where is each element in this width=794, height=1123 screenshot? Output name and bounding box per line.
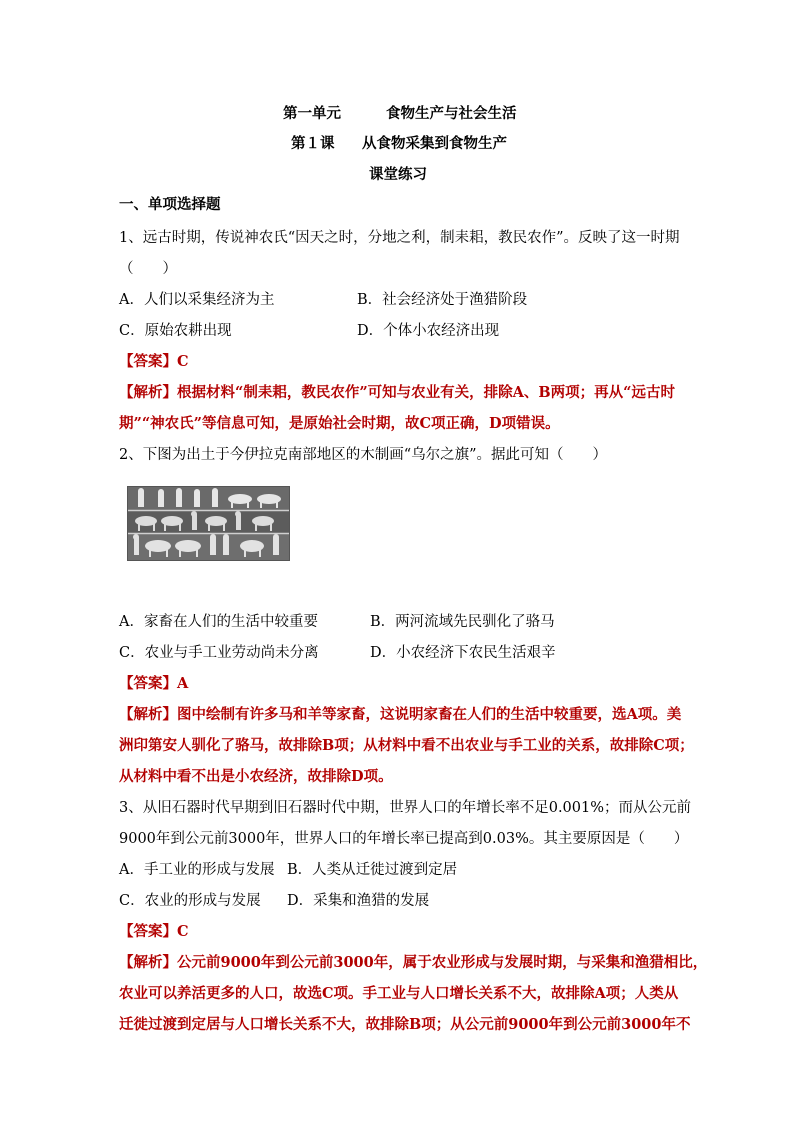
q1-option-a: A．人们以采集经济为主	[119, 292, 275, 308]
q3-analysis-line-1	[119, 953, 707, 973]
q1-analysis-text-1: 根据材料“制耒耜，教民农作”可知与农业有关，排除A、B两项；再从“远古时	[177, 384, 676, 401]
q3-stem-line-2: 9000年到公元前3000年，世界人口的年增长率已提高到0.03%。其主要原因是（ ）	[119, 831, 689, 847]
q2-answer-label: 【答案】	[119, 675, 177, 692]
q3-option-c: C．农业的形成与发展	[119, 893, 261, 909]
q1-option-d: D．个体小农经济出现	[357, 323, 500, 339]
unit-label: 第一单元	[283, 105, 341, 122]
q1-answer	[119, 352, 189, 372]
q2-option-b: B．两河流域先民驯化了骆马	[370, 614, 555, 630]
q2-analysis-label: 【解析】	[119, 706, 177, 723]
q1-answer-label: 【答案】	[119, 353, 177, 370]
q3-analysis-line-2: 农业可以养活更多的人口，故选C项。手工业与人口增长关系不大，故排除A项；人类从	[119, 985, 679, 1002]
unit-title: 食物生产与社会生活	[386, 105, 517, 122]
q3-answer-value: C	[177, 923, 189, 940]
q2-option-a: A．家畜在人们的生活中较重要	[119, 614, 318, 630]
q1-option-b: B．社会经济处于渔猎阶段	[357, 292, 528, 308]
q2-answer-value: A	[177, 675, 189, 692]
q1-stem-line-2: （ ）	[119, 261, 177, 277]
standard-of-ur-illustration	[128, 487, 289, 560]
q3-analysis-label: 【解析】	[119, 954, 177, 971]
q2-analysis-text-1: 图中绘制有许多马和羊等家畜，这说明家畜在人们的生活中较重要，选A项。美	[177, 706, 682, 723]
q2-analysis-line-1	[119, 705, 681, 725]
lesson-label: 第１课	[291, 135, 335, 152]
standard-of-ur-image	[127, 486, 290, 561]
q3-option-d: D．采集和渔猎的发展	[287, 893, 430, 909]
q1-analysis-line-1	[119, 383, 675, 403]
q2-analysis-line-2: 洲印第安人驯化了骆马，故排除B项；从材料中看不出农业与手工业的关系，故排除C项；	[119, 737, 694, 754]
q2-analysis-line-3: 从材料中看不出是小农经济，故排除D项。	[119, 768, 393, 785]
q2-answer	[119, 674, 188, 694]
q1-stem-line-1: 1、远古时期，传说神农氏“因天之时，分地之利，制耒耜，教民农作”。反映了这一时期	[119, 230, 680, 246]
section-title: 一、单项选择题	[119, 196, 221, 213]
q3-answer-label: 【答案】	[119, 923, 177, 940]
q1-option-c: C．原始农耕出现	[119, 323, 232, 339]
q3-stem-line-1: 3、从旧石器时代早期到旧石器时代中期，世界人口的年增长率不足0.001%；而从公元前	[119, 800, 692, 816]
q2-stem-line-1: 2、下图为出土于今伊拉克南部地区的木制画“乌尔之旗”。据此可知（ ）	[119, 447, 608, 463]
lesson-title: 从食物采集到食物生产	[362, 135, 507, 152]
q3-option-b: B．人类从迁徙过渡到定居	[287, 862, 458, 878]
q3-option-a: A．手工业的形成与发展	[119, 862, 275, 878]
q1-answer-value: C	[177, 353, 189, 370]
q3-analysis-text-1: 公元前9000年到公元前3000年，属于农业形成与发展时期，与采集和渔猎相比，	[177, 954, 708, 971]
q1-analysis-line-2: 期”“神农氏”等信息可知，是原始社会时期，故C项正确，D项错误。	[119, 415, 560, 432]
q2-option-d: D．小农经济下农民生活艰辛	[370, 645, 556, 661]
q3-answer	[119, 922, 189, 942]
q1-analysis-label: 【解析】	[119, 384, 177, 401]
subtitle: 课堂练习	[369, 166, 427, 183]
q3-analysis-line-3: 迁徙过渡到定居与人口增长关系不大，故排除B项；从公元前9000年到公元前3000年不	[119, 1016, 691, 1033]
q2-option-c: C．农业与手工业劳动尚未分离	[119, 645, 319, 661]
